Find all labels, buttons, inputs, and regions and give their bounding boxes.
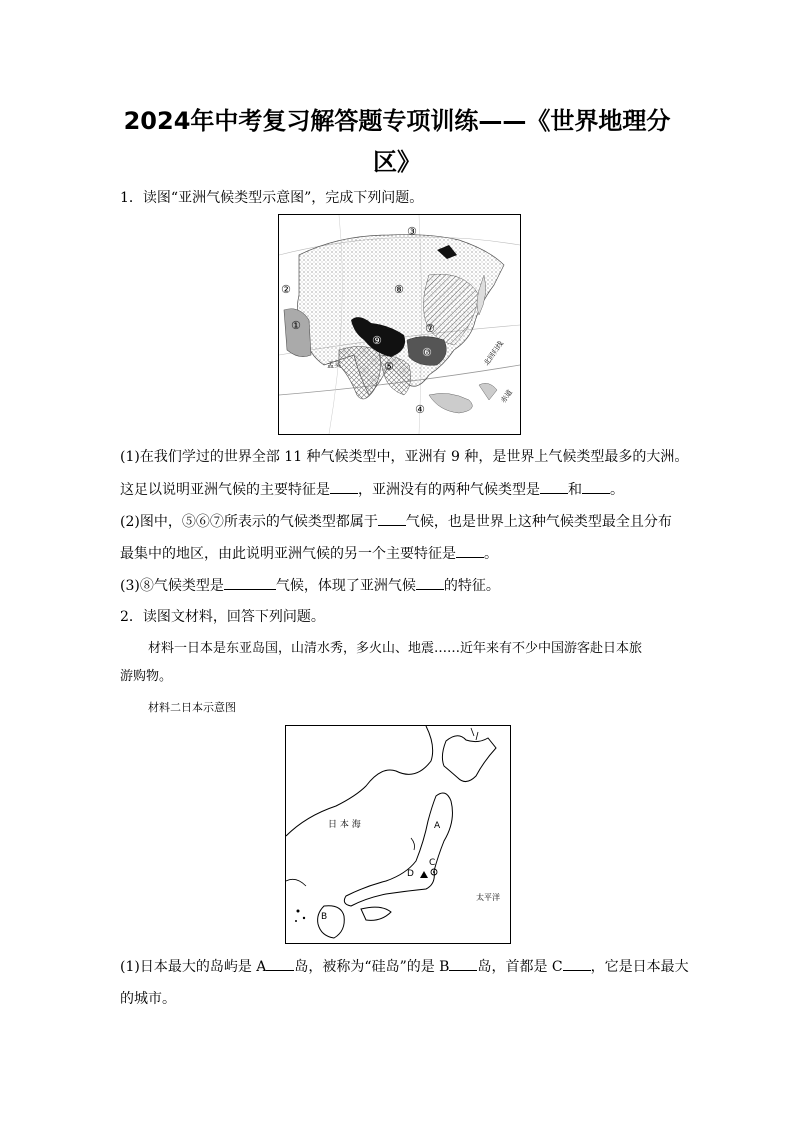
map-point-D: D bbox=[407, 869, 414, 879]
q1-sub3-a2: 气候，体现了亚洲气候 bbox=[275, 578, 416, 594]
map-label-7: ⑦ bbox=[425, 322, 435, 335]
q1-sub2-a1: (2)图中，⑤⑥⑦所表示的气候类型都属于 bbox=[120, 514, 378, 530]
blank[interactable] bbox=[563, 957, 591, 971]
blank[interactable] bbox=[224, 576, 276, 590]
asia-climate-map bbox=[278, 214, 521, 435]
blank[interactable] bbox=[456, 544, 484, 558]
sea-of-japan-label: 日 本 海 bbox=[328, 820, 361, 830]
material-1-line-b: 游购物。 bbox=[120, 669, 173, 684]
map-point-A: A bbox=[434, 821, 441, 831]
map-label-4: ④ bbox=[415, 403, 425, 416]
material-2-caption: 材料二日本示意图 bbox=[148, 701, 236, 714]
material-1-line-a: 材料一日本是东亚岛国，山清水秀，多火山、地震……近年来有不少中国游客赴日本旅 bbox=[148, 641, 643, 656]
page-title-line2: 区》 bbox=[373, 148, 421, 176]
map-label-6: ⑥ bbox=[422, 346, 432, 359]
q1-sub1-line-a: (1)在我们学过的世界全部 11 种气候类型中，亚洲有 9 种，是世界上气候类型最多的大洲。 bbox=[120, 449, 689, 465]
equator-label: 赤道 bbox=[499, 388, 515, 405]
question-2-stem: 2．读图文材料，回答下列问题。 bbox=[120, 609, 325, 625]
q1-sub2-a2: 气候，也是世界上这种气候类型最全且分布 bbox=[405, 514, 672, 530]
map-label-9: ⑨ bbox=[372, 334, 382, 347]
page-title-line1: 2024年中考复习解答题专项训练——《世界地理分 bbox=[123, 107, 671, 135]
japan-map bbox=[285, 725, 511, 944]
q2-sub1-a3: 岛，首都是 C bbox=[477, 959, 563, 975]
tropic-label: 北回归线 bbox=[482, 339, 506, 368]
q1-sub2-line-b bbox=[120, 543, 498, 563]
blank[interactable] bbox=[540, 480, 568, 494]
map-point-B: B bbox=[321, 912, 328, 922]
q1-sub3-line bbox=[120, 575, 500, 595]
q2-sub1-line-a bbox=[120, 956, 689, 976]
pacific-label: 太平洋 bbox=[476, 893, 500, 902]
blank[interactable] bbox=[416, 576, 444, 590]
q1-sub1-b2: ，亚洲没有的两种气候类型是 bbox=[358, 482, 540, 498]
blank[interactable] bbox=[266, 957, 294, 971]
q2-sub1-a1: (1)日本最大的岛屿是 A bbox=[120, 959, 267, 975]
q2-sub1-a2: 岛，被称为“硅岛”的是 B bbox=[294, 959, 450, 975]
mumbai-label: 孟买 bbox=[327, 361, 341, 369]
map-label-8: ⑧ bbox=[394, 283, 404, 296]
q1-sub1-line-b bbox=[120, 479, 624, 499]
blank[interactable] bbox=[449, 957, 477, 971]
blank[interactable] bbox=[582, 480, 610, 494]
map-point-C: C bbox=[429, 858, 436, 868]
q1-sub1-b4: 。 bbox=[610, 482, 624, 498]
blank[interactable] bbox=[378, 512, 406, 526]
q1-sub2-b1: 最集中的地区，由此说明亚洲气候的另一个主要特征是 bbox=[120, 546, 456, 562]
q1-sub1-b3: 和 bbox=[568, 482, 582, 498]
map-label-2: ② bbox=[281, 283, 291, 296]
map-label-3: ③ bbox=[407, 225, 417, 238]
question-1-stem: 1．读图“亚洲气候类型示意图”，完成下列问题。 bbox=[120, 190, 424, 206]
q1-sub2-line-a bbox=[120, 511, 672, 531]
map-label-5: ⑤ bbox=[384, 360, 394, 373]
q1-sub2-b2: 。 bbox=[484, 546, 498, 562]
q2-sub1-a4: ，它是日本最大 bbox=[590, 959, 689, 975]
blank[interactable] bbox=[330, 480, 358, 494]
q1-sub3-a1: (3)⑧气候类型是 bbox=[120, 578, 224, 594]
q1-sub1-b1: 这足以说明亚洲气候的主要特征是 bbox=[120, 482, 330, 498]
map-label-1: ① bbox=[291, 319, 301, 332]
q1-sub3-a3: 的特征。 bbox=[443, 578, 500, 594]
q2-sub1-line-b: 的城市。 bbox=[120, 991, 176, 1007]
